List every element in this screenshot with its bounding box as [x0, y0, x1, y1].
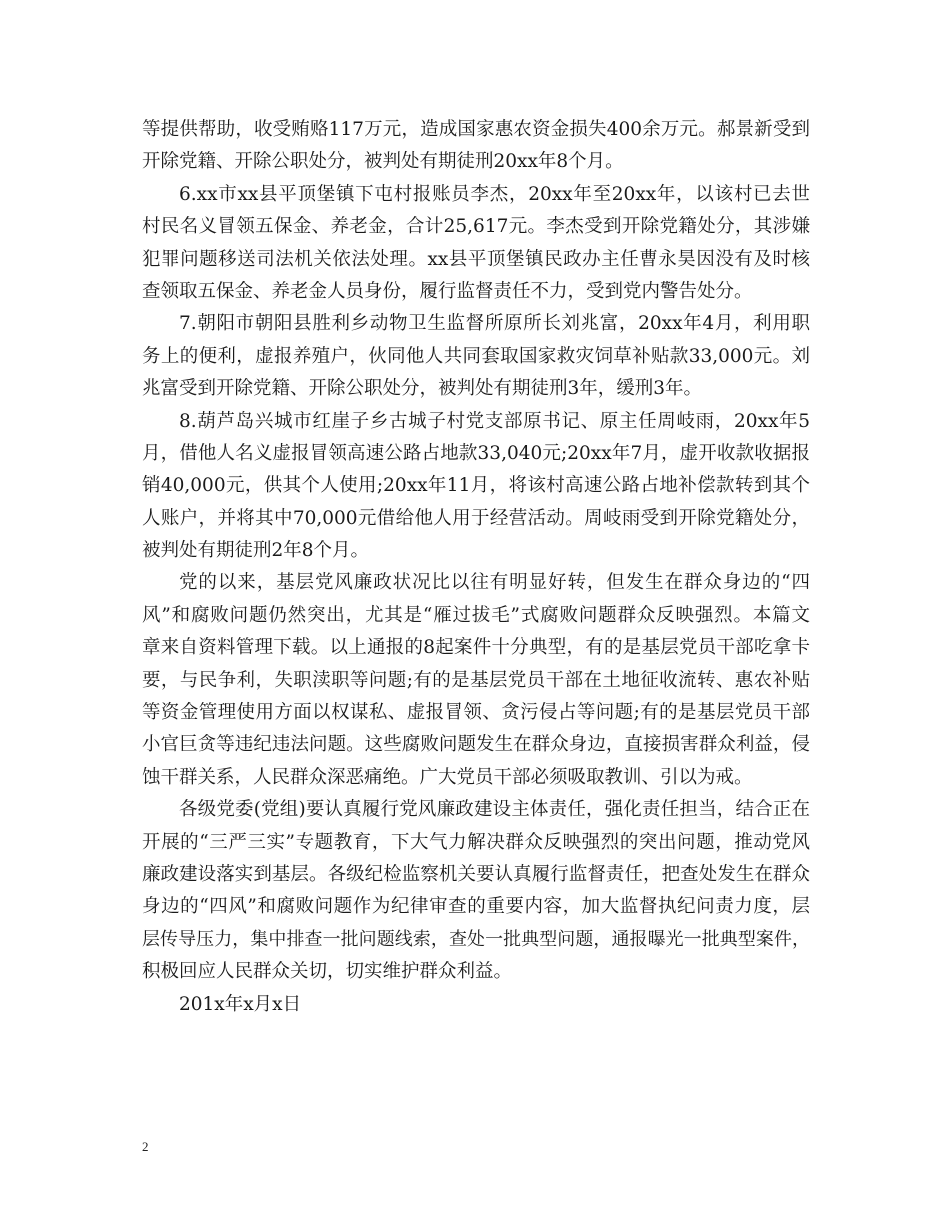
text-line: 党的以来，基层党风廉政状况比以往有明显好转，但发生在群众身边的“四: [179, 572, 810, 594]
page-number: 2: [142, 1139, 149, 1154]
text-line: 廉政建设落实到基层。各级纪检监察机关要认真履行监督责任，把查处发生在群众: [142, 863, 810, 885]
text-line: 开展的“三严三实”专题教育，下大气力解决群众反映强烈的突出问题，推动党风: [142, 831, 810, 853]
text-line: 等提供帮助，收受贿赂117万元，造成国家惠农资金损失400余万元。郝景新受到: [142, 119, 810, 140]
text-line: 章来自资料管理下载。以上通报的8起案件十分典型，有的是基层党员干部吃拿卡: [142, 637, 810, 659]
document-body: [142, 114, 810, 1021]
text-line: 蚀干群关系，人民群众深恶痛绝。广大党员干部必须吸取教训、引以为戒。: [142, 766, 753, 788]
text-line: 务上的便利，虚报养殖户，伙同他人共同套取国家救灾饲草补贴款33,000元。刘: [142, 345, 810, 367]
text-line: 身边的“四风”和腐败问题作为纪律审查的重要内容，加大监督执纪问责力度，层: [142, 896, 810, 918]
text-line: 人账户，并将其中70,000元借给他人用于经营活动。周岐雨受到开除党籍处分，: [142, 507, 810, 529]
text-line: 犯罪问题移送司法机关依法处理。xx县平顶堡镇民政办主任曹永昊因没有及时核: [142, 248, 810, 270]
text-line: 查领取五保金、养老金人员身份，履行监督责任不力，受到党内警告处分。: [142, 280, 753, 302]
text-line: 积极回应人民群众关切，切实维护群众利益。: [142, 961, 513, 983]
text-line: 201x年x月x日: [179, 993, 302, 1015]
text-line: 6.xx市xx县平顶堡镇下屯村报账员李杰，20xx年至20xx年，以该村已去世: [179, 183, 810, 205]
text-line: 7.朝阳市朝阳县胜利乡动物卫生监督所原所长刘兆富，20xx年4月，利用职: [179, 313, 810, 335]
text-line: 月，借他人名义虚报冒领高速公路占地款33,040元;20xx年7月，虚开收款收据报: [142, 442, 810, 464]
text-line: 层传导压力，集中排查一批问题线索，查处一批典型问题，通报曝光一批典型案件，: [142, 928, 810, 950]
text-line: 等资金管理使用方面以权谋私、虚报冒领、贪污侵占等问题;有的是基层党员干部: [142, 702, 810, 724]
text-line: 小官巨贪等违纪违法问题。这些腐败问题发生在群众身边，直接损害群众利益，侵: [142, 734, 810, 756]
text-line: 兆富受到开除党籍、开除公职处分，被判处有期徒刑3年，缓刑3年。: [142, 378, 703, 400]
text-line: 8.葫芦岛兴城市红崖子乡古城子村党支部原书记、原主任周岐雨，20xx年5: [179, 410, 810, 432]
text-line: 要，与民争利，失职渎职等问题;有的是基层党员干部在土地征收流转、惠农补贴: [142, 669, 810, 691]
text-line: 被判处有期徒刑2年8个月。: [142, 540, 370, 562]
text-line: 村民名义冒领五保金、养老金，合计25,617元。李杰受到开除党籍处分，其涉嫌: [142, 216, 810, 238]
text-line: 各级党委(党组)要认真履行党风廉政建设主体责任，强化责任担当，结合正在: [179, 799, 810, 821]
text-line: 开除党籍、开除公职处分，被判处有期徒刑20xx年8个月。: [142, 151, 624, 173]
text-line: 销40,000元，供其个人使用;20xx年11月，将该村高速公路占地补偿款转到其个: [142, 475, 810, 497]
text-line: 风”和腐败问题仍然突出，尤其是“雁过拔毛”式腐败问题群众反映强烈。本篇文: [142, 604, 810, 626]
